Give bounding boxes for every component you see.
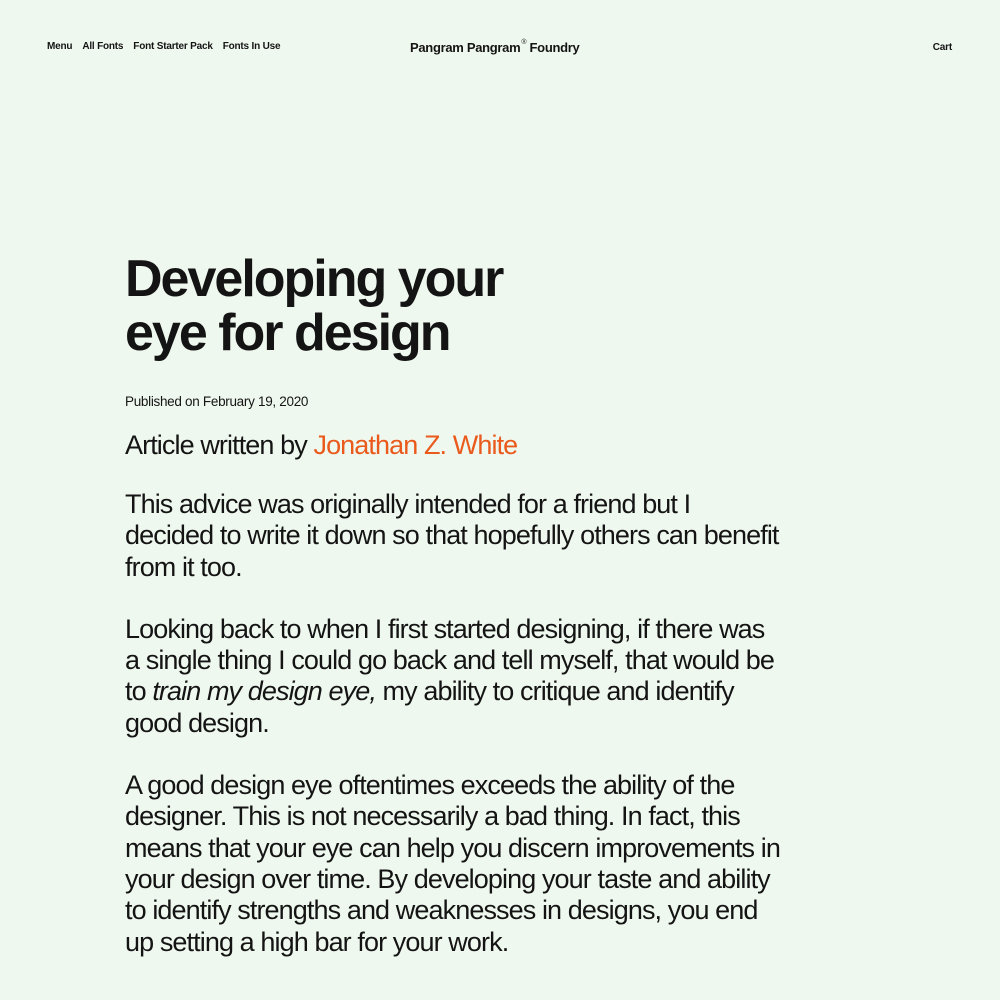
paragraph-2-text-before: Looking back to when I first started designing, if there was a single thing I could go back and tell myself, that would be to: [125, 613, 775, 707]
nav-all-fonts-link[interactable]: All Fonts: [82, 41, 124, 52]
cart-link[interactable]: Cart: [932, 42, 952, 53]
registered-mark: ®: [521, 39, 527, 46]
nav-menu-link[interactable]: Menu: [47, 41, 73, 52]
nav-font-starter-pack-link[interactable]: Font Starter Pack: [133, 41, 213, 52]
paragraph-2-text-after: my ability to critique and identify good design.: [125, 676, 734, 738]
article: [125, 252, 805, 958]
top-nav: [0, 40, 1000, 58]
byline-prefix: Article written by: [125, 430, 314, 460]
paragraph-2-emphasis: train my design eye,: [152, 676, 376, 707]
brand-name: Pangram Pangram: [410, 40, 521, 55]
nav-fonts-in-use-link[interactable]: Fonts In Use: [222, 41, 281, 52]
paragraph-3: A good design eye oftentimes exceeds the ability of the designer. This is not necessarily a bad thing. In fact, this means that your eye can help you discern improvements in your design over time. By developing your taste and ability to identify strengths and weaknesses in designs, you end up setting a high bar for your work.: [125, 770, 780, 957]
article-byline: [125, 427, 805, 463]
brand-suffix: Foundry: [526, 40, 580, 55]
paragraph-2: [125, 614, 785, 739]
published-date: Published on February 19, 2020: [125, 394, 309, 409]
article-title: [125, 252, 805, 360]
nav-links: [47, 41, 280, 52]
brand-logo-link[interactable]: [410, 40, 579, 55]
title-line-1: Developing your: [125, 250, 503, 308]
paragraph-1: This advice was originally intended for a friend but I decided to write it down so that hopefully others can benefit from it too.: [125, 489, 779, 582]
title-line-2: eye for design: [125, 304, 450, 362]
author-link[interactable]: Jonathan Z. White: [313, 430, 518, 460]
